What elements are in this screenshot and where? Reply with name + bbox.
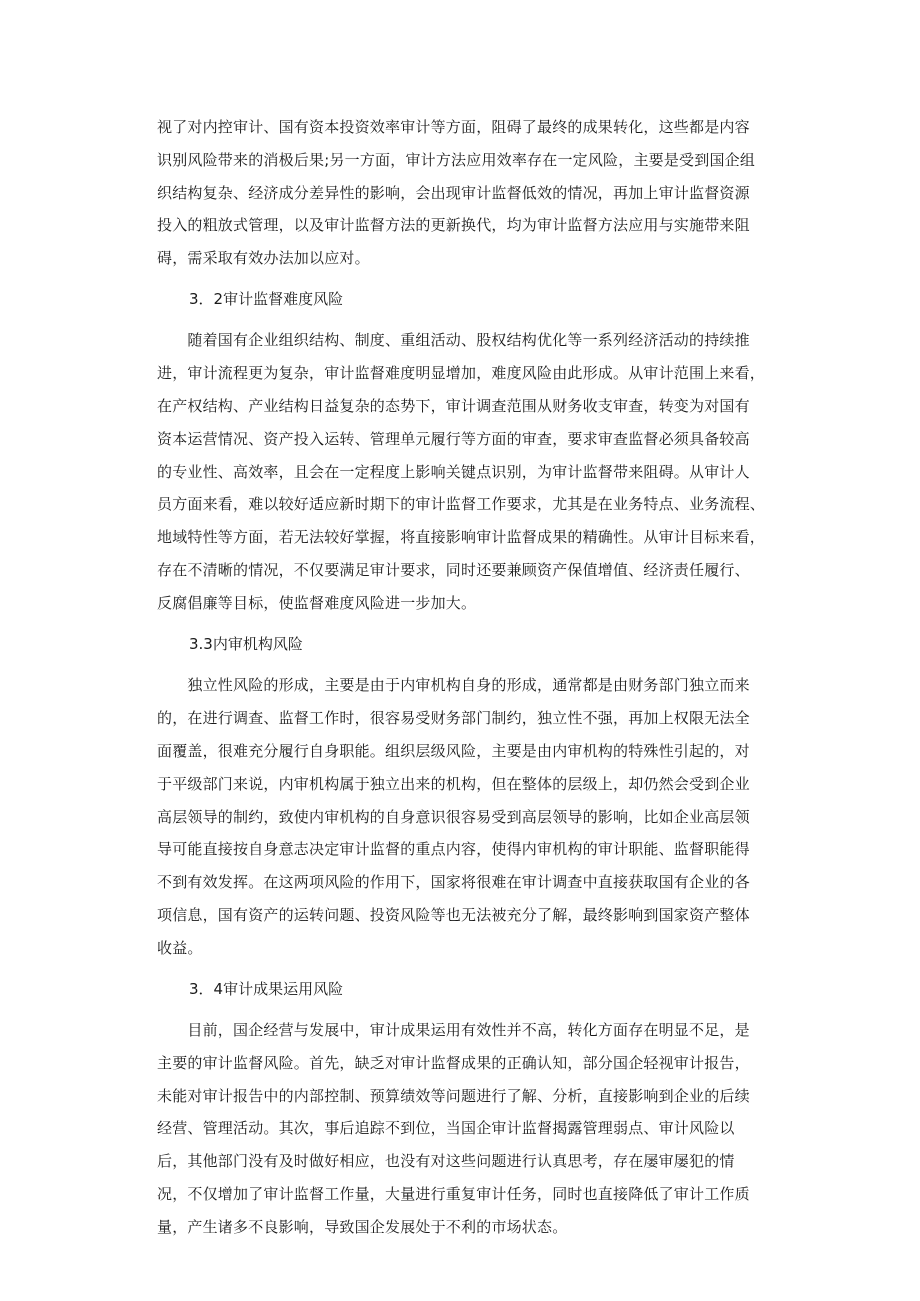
text-line: 员方面来看，难以较好适应新时期下的审计监督工作要求，尤其是在业务特点、业务流程、 bbox=[157, 495, 766, 513]
text-line: 独立性风险的形成，主要是由于内审机构自身的形成，通常都是由财务部门独立而来 bbox=[157, 676, 750, 694]
text-line: 织结构复杂、经济成分差异性的影响，会出现审计监督低效的情况，再加上审计监督资源 bbox=[157, 184, 750, 202]
text-line: 项信息，国有资产的运转问题、投资风险等也无法被充分了解，最终影响到国家资产整体 bbox=[157, 906, 750, 924]
text-line: 碍，需采取有效办法加以应对。 bbox=[157, 249, 370, 267]
text-line: 进，审计流程更为复杂，审计监督难度明显增加，难度风险由此形成。从审计范围上来看， bbox=[157, 364, 766, 382]
text-line: 地域特性等方面，若无法较好掌握，将直接影响审计监督成果的精确性。从审计目标来看， bbox=[157, 528, 766, 546]
text-line: 视了对内控审计、国有资本投资效率审计等方面，阻碍了最终的成果转化，这些都是内容 bbox=[157, 118, 750, 136]
text-line: 不到有效发挥。在这两项风险的作用下，国家将很难在审计调查中直接获取国有企业的各 bbox=[157, 873, 750, 891]
text-line: 反腐倡廉等目标，使监督难度风险进一步加大。 bbox=[157, 594, 477, 612]
text-line: 存在不清晰的情况，不仅要满足审计要求，同时还要兼顾资产保值增值、经济责任履行、 bbox=[157, 561, 750, 579]
text-line: 资本运营情况、资产投入运转、管理单元履行等方面的审查，要求审查监督必须具备较高 bbox=[157, 430, 750, 448]
text-line: 的，在进行调查、监督工作时，很容易受财务部门制约，独立性不强，再加上权限无法全 bbox=[157, 709, 750, 727]
text-line: 未能对审计报告中的内部控制、预算绩效等问题进行了解、分析，直接影响到企业的后续 bbox=[157, 1087, 750, 1105]
text-line: 主要的审计监督风险。首先，缺乏对审计监督成果的正确认知，部分国企轻视审计报告， bbox=[157, 1054, 750, 1072]
text-line: 识别风险带来的消极后果;另一方面，审计方法应用效率存在一定风险，主要是受到国企组 bbox=[157, 151, 756, 169]
text-line: 的专业性、高效率，且会在一定程度上影响关键点识别，为审计监督带来阻碍。从审计人 bbox=[157, 463, 750, 481]
section-heading-3-4: 3．4审计成果运用风险 bbox=[189, 980, 344, 998]
text-line: 量，产生诸多不良影响，导致国企发展处于不利的市场状态。 bbox=[157, 1218, 568, 1236]
text-line: 投入的粗放式管理，以及审计监督方法的更新换代，均为审计监督方法应用与实施带来阻 bbox=[157, 216, 750, 234]
section-heading-3-3: 3.3内审机构风险 bbox=[189, 635, 303, 653]
text-line: 高层领导的制约，致使内审机构的自身意识很容易受到高层领导的影响，比如企业高层领 bbox=[157, 808, 750, 826]
text-line: 在产权结构、产业结构日益复杂的态势下，审计调查范围从财务收支审查，转变为对国有 bbox=[157, 397, 750, 415]
text-line: 面覆盖，很难充分履行自身职能。组织层级风险，主要是由内审机构的特殊性引起的，对 bbox=[157, 742, 750, 760]
section-heading-3-2: 3．2审计监督难度风险 bbox=[189, 290, 344, 308]
text-line: 后，其他部门没有及时做好相应，也没有对这些问题进行认真思考，存在屡审屡犯的情 bbox=[157, 1152, 735, 1170]
text-line: 导可能直接按自身意志决定审计监督的重点内容，使得内审机构的审计职能、监督职能得 bbox=[157, 840, 750, 858]
text-line: 收益。 bbox=[157, 939, 203, 957]
text-line: 目前，国企经营与发展中，审计成果运用有效性并不高，转化方面存在明显不足，是 bbox=[157, 1021, 750, 1039]
text-line: 随着国有企业组织结构、制度、重组活动、股权结构优化等一系列经济活动的持续推 bbox=[157, 331, 750, 349]
text-line: 于平级部门来说，内审机构属于独立出来的机构，但在整体的层级上，却仍然会受到企业 bbox=[157, 775, 750, 793]
text-line: 况，不仅增加了审计监督工作量，大量进行重复审计任务，同时也直接降低了审计工作质 bbox=[157, 1185, 750, 1203]
text-line: 经营、管理活动。其次，事后追踪不到位，当国企审计监督揭露管理弱点、审计风险以 bbox=[157, 1119, 735, 1137]
